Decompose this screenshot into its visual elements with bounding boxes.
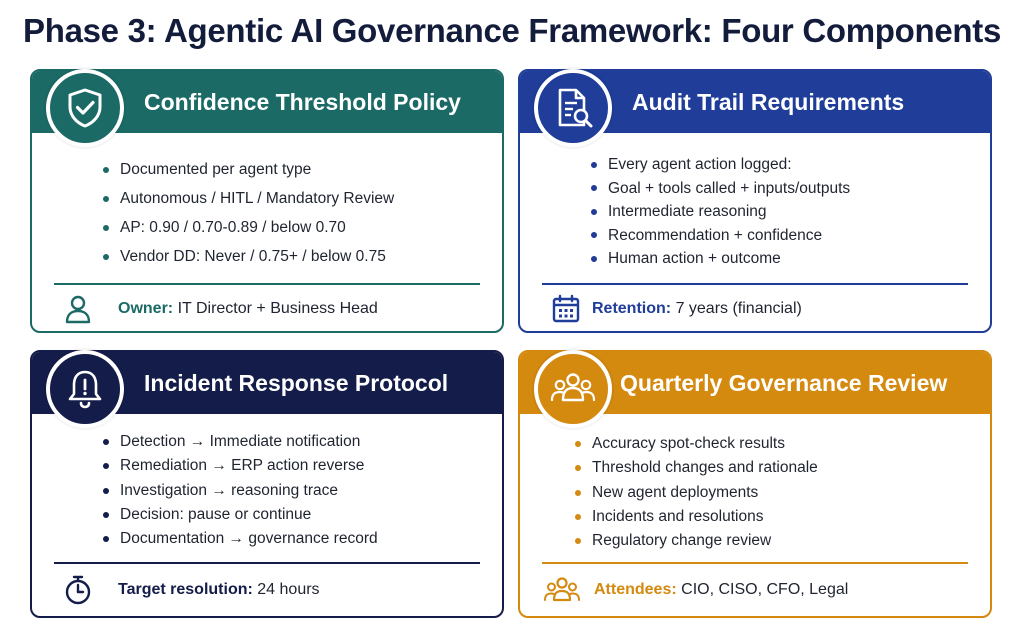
list-item: Investigation → reasoning trace <box>120 479 378 503</box>
card-bullet-list <box>608 153 850 271</box>
list-item: Human action + outcome <box>608 247 850 271</box>
footer-value: CIO, CISO, CFO, Legal <box>681 581 849 598</box>
list-item: Incidents and resolutions <box>592 505 818 529</box>
card-divider <box>54 562 480 564</box>
card-audit-trail-requirements <box>518 69 992 333</box>
footer-value: 7 years (financial) <box>675 300 802 317</box>
footer-value: 24 hours <box>257 581 320 598</box>
footer-value: IT Director + Business Head <box>177 300 378 317</box>
list-item: Goal + tools called + inputs/outputs <box>608 177 850 201</box>
card-bullet-list <box>120 430 378 551</box>
list-item: Decision: pause or continue <box>120 503 378 527</box>
card-divider <box>54 283 480 285</box>
footer-label: Owner: <box>118 300 174 317</box>
list-item: Regulatory change review <box>592 529 818 553</box>
list-item: Documented per agent type <box>120 155 394 184</box>
list-item: Autonomous / HITL / Mandatory Review <box>120 184 394 213</box>
card-confidence-threshold-policy <box>30 69 504 333</box>
card-icon-badge <box>46 350 124 428</box>
person-icon <box>62 293 94 325</box>
card-bullet-list <box>592 432 818 553</box>
card-bullet-list <box>120 155 394 271</box>
list-item: New agent deployments <box>592 481 818 505</box>
bell-alert-icon <box>62 366 108 412</box>
group-icon <box>549 366 597 412</box>
card-divider <box>542 283 968 285</box>
group-icon <box>542 574 582 606</box>
stopwatch-icon <box>62 574 94 606</box>
footer-label: Attendees: <box>594 581 677 598</box>
card-icon-badge <box>46 69 124 147</box>
card-footer <box>592 300 802 318</box>
footer-label: Target resolution: <box>118 581 253 598</box>
list-item: Vendor DD: Never / 0.75+ / below 0.75 <box>120 242 394 271</box>
footer-label: Retention: <box>592 300 672 317</box>
card-footer <box>594 581 848 599</box>
shield-check-icon <box>62 85 108 131</box>
list-item: Accuracy spot-check results <box>592 432 818 456</box>
page-title: Phase 3: Agentic AI Governance Framework: Four Components <box>23 12 1001 49</box>
list-item: Recommendation + confidence <box>608 224 850 248</box>
list-item: AP: 0.90 / 0.70-0.89 / below 0.70 <box>120 213 394 242</box>
card-footer <box>118 300 378 318</box>
card-title: Quarterly Governance Review <box>620 370 948 396</box>
list-item: Every agent action logged: <box>608 153 850 177</box>
card-incident-response-protocol <box>30 350 504 618</box>
card-title: Confidence Threshold Policy <box>144 89 461 115</box>
card-title: Audit Trail Requirements <box>632 89 905 115</box>
list-item: Detection → Immediate notification <box>120 430 378 454</box>
card-divider <box>542 562 968 564</box>
list-item: Threshold changes and rationale <box>592 456 818 480</box>
card-footer <box>118 581 320 599</box>
list-item: Documentation → governance record <box>120 527 378 551</box>
list-item: Remediation → ERP action reverse <box>120 454 378 478</box>
card-icon-badge <box>534 350 612 428</box>
card-quarterly-governance-review <box>518 350 992 618</box>
list-item: Intermediate reasoning <box>608 200 850 224</box>
document-search-icon <box>550 85 596 131</box>
card-title: Incident Response Protocol <box>144 370 449 396</box>
calendar-icon <box>550 293 582 325</box>
card-icon-badge <box>534 69 612 147</box>
